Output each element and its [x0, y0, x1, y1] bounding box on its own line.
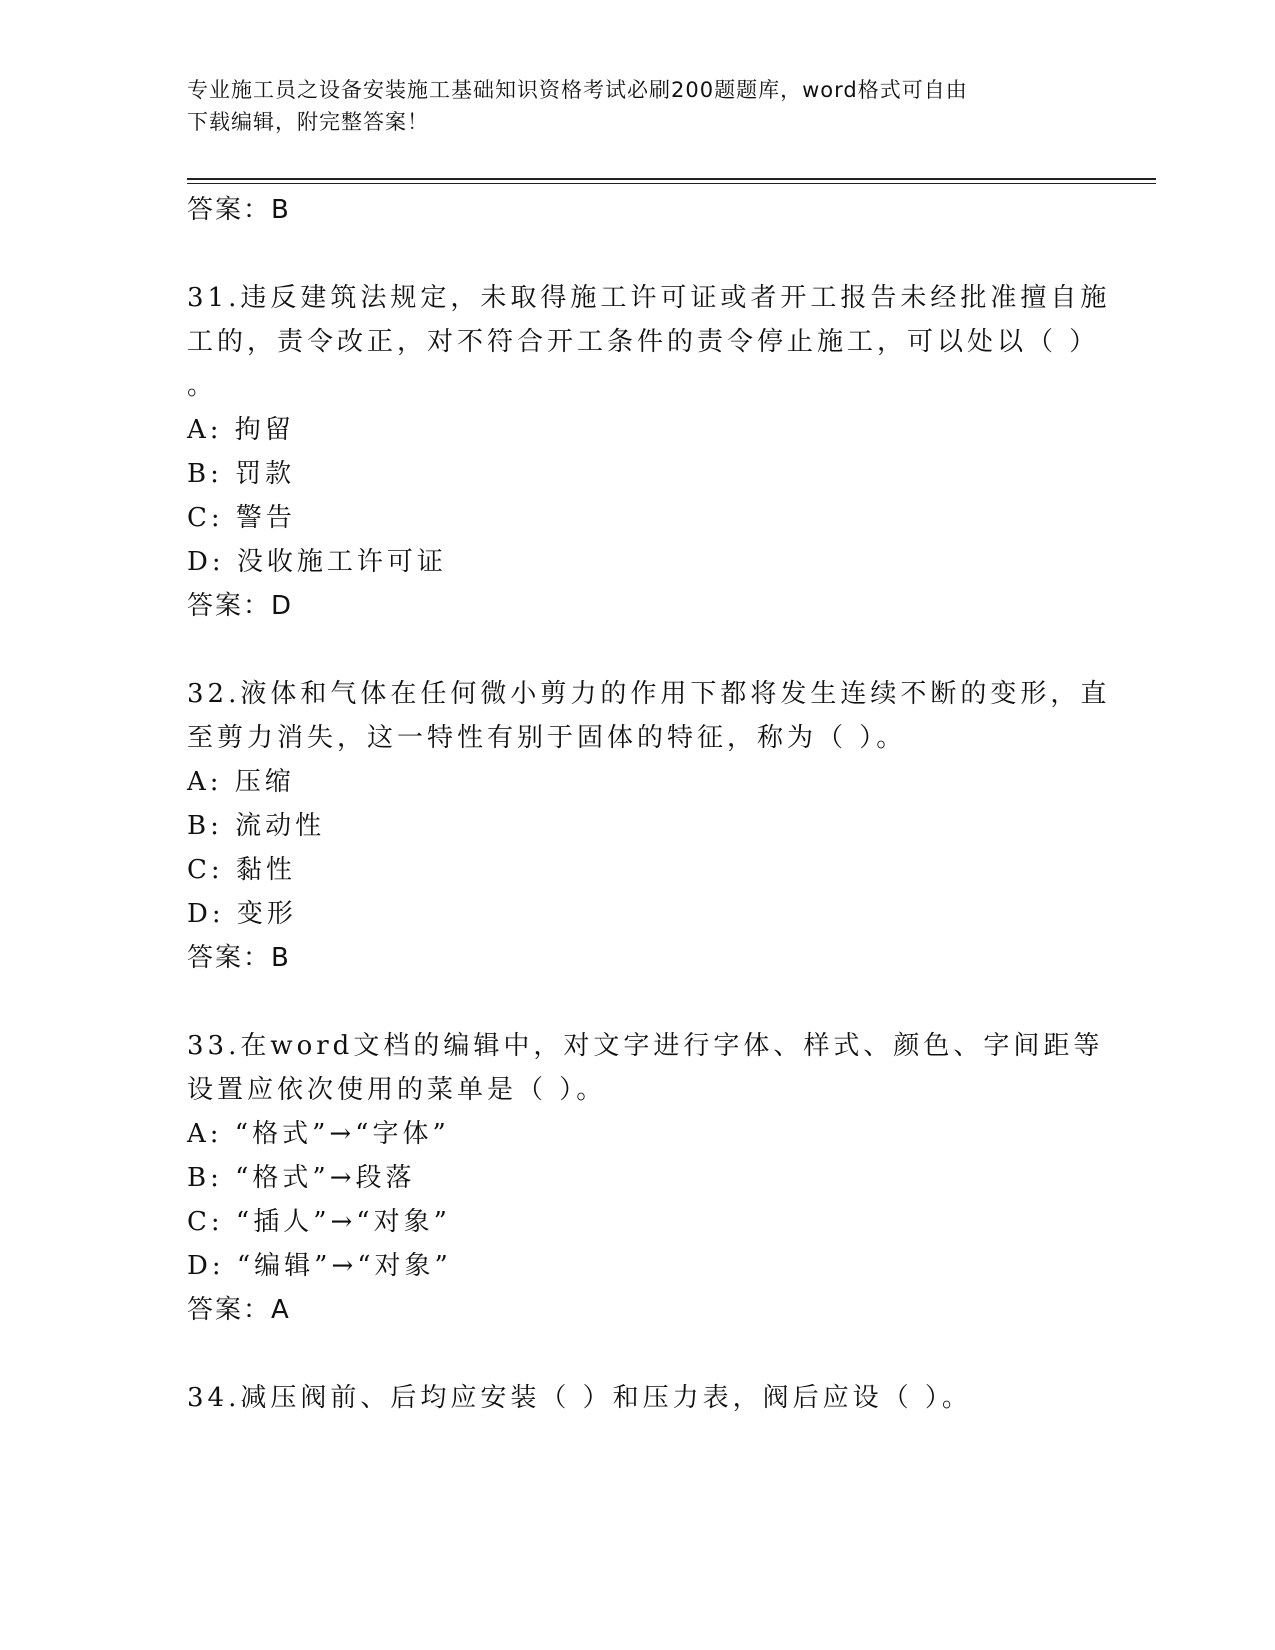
question-31-stem-line-2: 工的，责令改正，对不符合开工条件的责令停止施工，可以处以（ ）	[187, 327, 1100, 357]
question-31-stem-line-3: 。	[187, 371, 218, 401]
question-31-stem-line-1: 31.违反建筑法规定，未取得施工许可证或者开工报告未经批准擅自施	[187, 283, 1111, 313]
header-rule-thin	[187, 183, 1156, 184]
question-33-option-c: C: “插人”→“对象”	[187, 1207, 451, 1237]
question-33-stem-line-2: 设置应依次使用的菜单是（ ）。	[187, 1075, 607, 1105]
question-31-option-a: A: 拘留	[187, 415, 295, 445]
question-33-option-d: D: “编辑”→“对象”	[187, 1251, 452, 1281]
question-31-answer: 答案：D	[187, 591, 294, 621]
question-32-stem-line-2: 至剪力消失，这一特性有别于固体的特征，称为（ ）。	[187, 723, 907, 753]
question-32-option-c: C: 黏性	[187, 855, 296, 885]
question-32-answer: 答案：B	[187, 943, 291, 973]
question-33-option-b: B: “格式”→段落	[187, 1163, 416, 1193]
question-32-option-a: A: 压缩	[187, 767, 295, 797]
header-rule-thick	[187, 178, 1156, 180]
question-32-option-d: D: 变形	[187, 899, 297, 929]
question-34-stem-line-1: 34.减压阀前、后均应安装（ ）和压力表，阀后应设（ ）。	[187, 1383, 972, 1413]
header-line-1: 专业施工员之设备安装施工基础知识资格考试必刷200题题库，word格式可自由	[187, 78, 968, 102]
header-line-2: 下载编辑，附完整答案！	[187, 110, 429, 134]
question-32-stem-line-1: 32.液体和气体在任何微小剪力的作用下都将发生连续不断的变形，直	[187, 679, 1111, 709]
question-33-option-a: A: “格式”→“字体”	[187, 1119, 450, 1149]
question-32-option-b: B: 流动性	[187, 811, 326, 841]
previous-answer: 答案：B	[187, 195, 291, 225]
question-31-option-b: B: 罚款	[187, 459, 296, 489]
question-33-answer: 答案：A	[187, 1295, 291, 1325]
question-33-stem-line-1: 33.在word文档的编辑中，对文字进行字体、样式、颜色、字间距等	[187, 1031, 1104, 1061]
question-31-option-c: C: 警告	[187, 503, 296, 533]
question-31-option-d: D: 没收施工许可证	[187, 547, 447, 577]
document-header	[187, 74, 1067, 138]
